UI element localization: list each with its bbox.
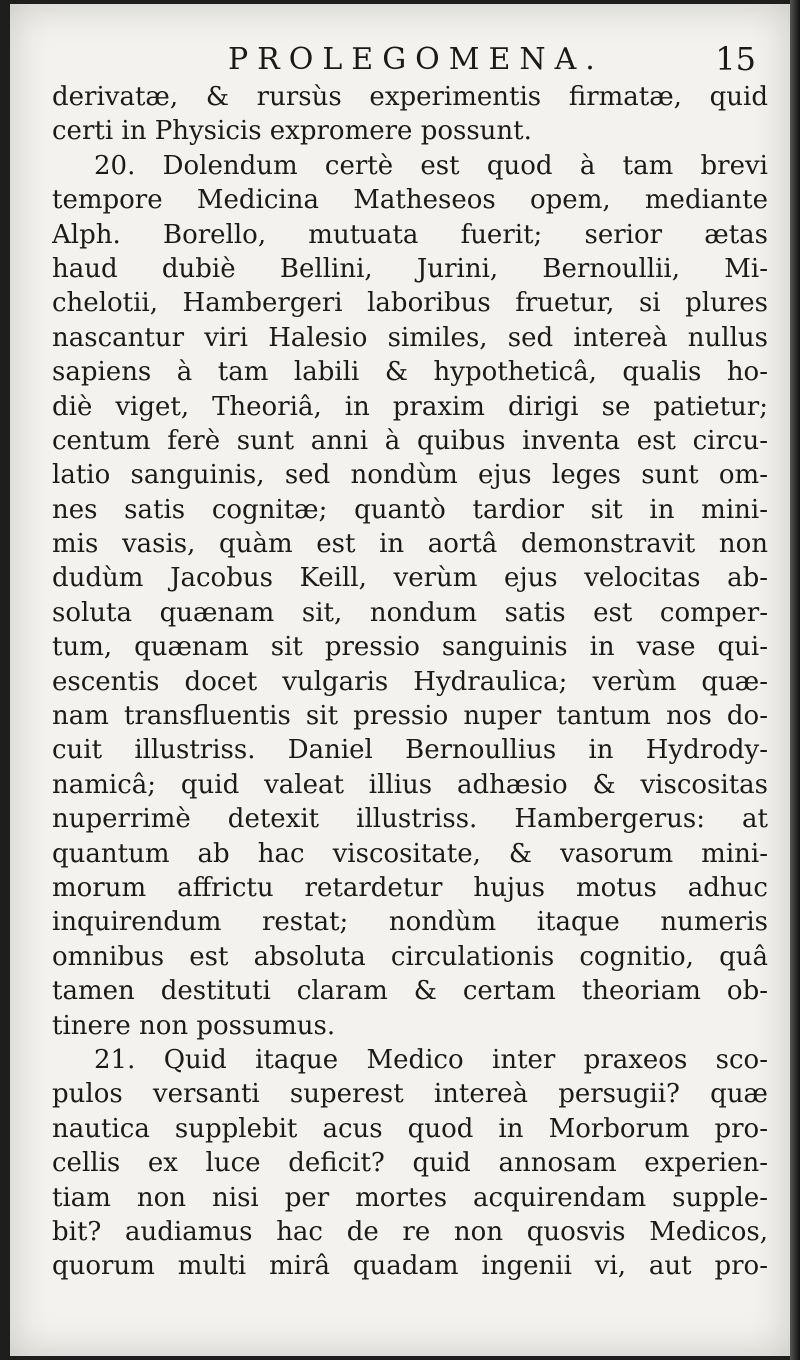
text-line: tempore Medicina Matheseos opem, mediante — [52, 185, 768, 216]
text-line: latio sanguinis, sed nondùm ejus leges sunt om- — [52, 460, 768, 491]
page-edge — [790, 0, 800, 1360]
text-line: derivatæ, & rursùs experimentis firmatæ, quid — [52, 82, 768, 112]
text-line: diè viget, Theoriâ, in praxim dirigi se patietur; — [52, 391, 768, 422]
body-text — [52, 80, 768, 1284]
text-line: quantum ab hac viscositate, & vasorum mini- — [52, 838, 768, 869]
text-line: tinere non possumus. — [52, 1010, 336, 1041]
text-line: omnibus est absoluta circulationis cognitio, quâ — [52, 941, 768, 972]
text-line: dudùm Jacobus Keill, verùm ejus velocitas ab- — [52, 563, 768, 594]
text-line: quorum multi mirâ quadam ingenii vi, aut pro- — [52, 1251, 768, 1282]
text-line: mis vasis, quàm est in aortâ demonstravit non — [52, 529, 768, 560]
text-line: nes satis cognitæ; quantò tardior sit in mini- — [52, 494, 768, 525]
text-line: namicâ; quid valeat illius adhæsio & viscositas — [52, 769, 768, 800]
text-line: nautica supplebit acus quod in Morborum pro- — [52, 1113, 768, 1144]
text-line: nam transfluentis sit pressio nuper tantum nos do- — [52, 701, 768, 732]
text-line: Alph. Borello, mutuata fuerit; serior ætas — [52, 219, 768, 250]
text-line: tum, quænam sit pressio sanguinis in vase qui- — [52, 632, 768, 663]
running-title: PROLEGOMENA. — [228, 42, 604, 77]
paragraph-21-start: 21. Quid itaque Medico inter praxeos sco- — [94, 1044, 768, 1075]
text-line: centum ferè sunt anni à quibus inventa est circu- — [52, 425, 768, 456]
text-line: certi in Physicis expromere possunt. — [52, 116, 532, 147]
text-line: morum affrictu retardetur hujus motus adhuc — [52, 872, 768, 903]
text-line: tiam non nisi per mortes acquirendam supple- — [52, 1182, 768, 1213]
text-line: chelotii, Hambergeri laboribus fruetur, si plures — [52, 288, 768, 319]
paragraph-20-start: 20. Dolendum certè est quod à tam brevi — [94, 150, 768, 181]
page-number: 15 — [715, 40, 756, 78]
text-line: bit? audiamus hac de re non quosvis Medicos, — [52, 1216, 768, 1247]
text-line: sapiens à tam labili & hypotheticâ, qualis ho- — [52, 357, 768, 388]
text-line: tamen destituti claram & certam theoriam ob- — [52, 976, 768, 1007]
text-line: inquirendum restat; nondùm itaque numeris — [52, 907, 768, 938]
text-line: nuperrimè detexit illustriss. Hambergerus: at — [52, 804, 768, 835]
text-line: pulos versanti superest intereà persugii? quæ — [52, 1079, 768, 1110]
text-line: escentis docet vulgaris Hydraulica; verùm quæ- — [52, 666, 768, 697]
book-page — [10, 4, 790, 1356]
text-line: haud dubiè Bellini, Jurini, Bernoullii, Mi- — [52, 253, 768, 284]
text-line: nascantur viri Halesio similes, sed intereà nullus — [52, 322, 768, 353]
text-line: cellis ex luce deficit? quid annosam experien- — [52, 1148, 768, 1179]
text-line: soluta quænam sit, nondum satis est comper- — [52, 597, 768, 628]
text-line: cuit illustriss. Daniel Bernoullius in Hydrody- — [52, 735, 768, 766]
